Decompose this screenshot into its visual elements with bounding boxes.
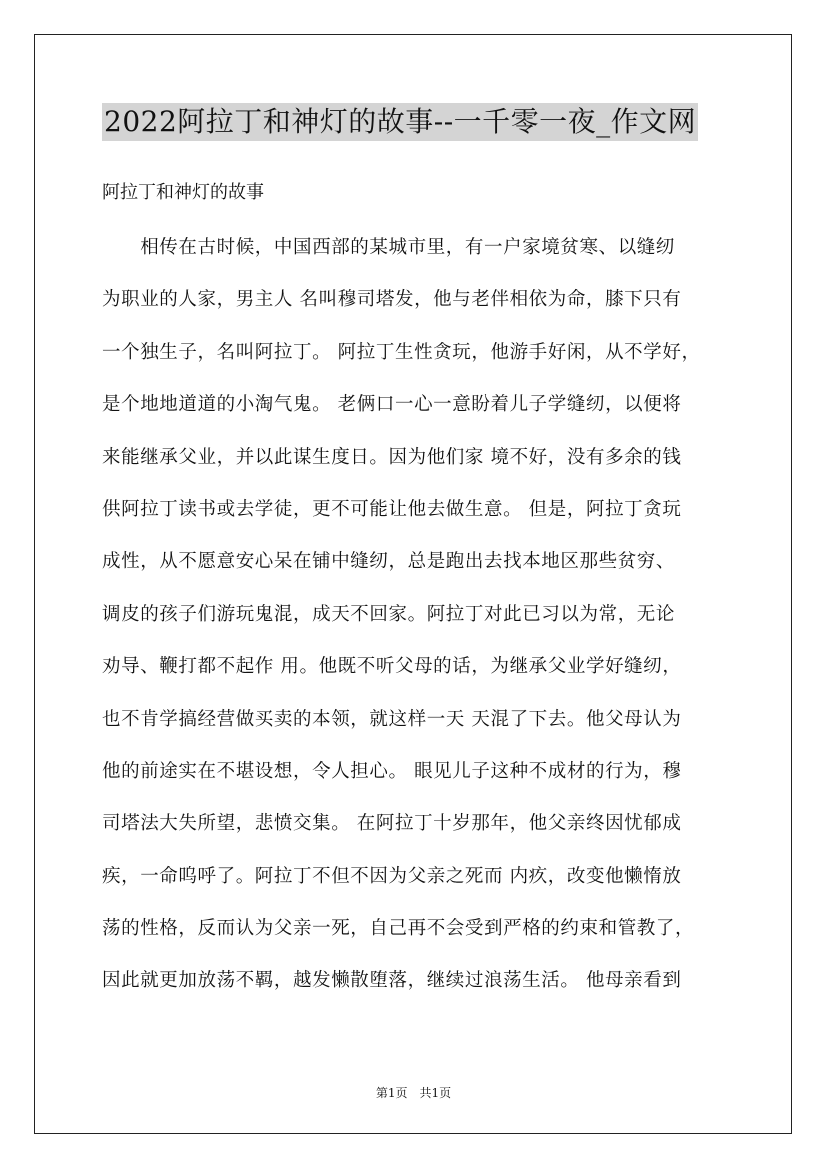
body-line: 劝导、鞭打都不起作 用。他既不听父母的话，为继承父业学好缝纫，: [102, 656, 682, 678]
document-title: 2022阿拉丁和神灯的故事--一千零一夜_作文网: [102, 103, 698, 141]
body-line: 一个独生子，名叫阿拉丁。 阿拉丁生性贪玩，他游手好闲，从不学好，: [102, 341, 701, 363]
page-footer: 第1页 共1页: [375, 1086, 452, 1100]
body-line: 他的前途实在不堪设想，令人担心。 眼见儿子这种不成材的行为，穆: [102, 760, 682, 782]
body-line: 是个地地道道的小淘气鬼。 老俩口一心一意盼着儿子学缝纫，以便将: [102, 394, 682, 416]
body-line: 也不肯学搞经营做买卖的本领，就这样一天 天混了下去。他父母认为: [102, 708, 682, 730]
body-line: 供阿拉丁读书或去学徒，更不可能让他去做生意。 但是，阿拉丁贪玩: [102, 498, 682, 520]
body-line: 成性，从不愿意安心呆在铺中缝纫，总是跑出去找本地区那些贫穷、: [102, 551, 676, 573]
body-line: 荡的性格，反而认为父亲一死，自己再不会受到严格的约束和管教了，: [102, 918, 695, 940]
body-line: 司塔法大失所望，悲愤交集。 在阿拉丁十岁那年，他父亲终因忧郁成: [102, 813, 682, 835]
body-line: 疾，一命呜呼了。阿拉丁不但不因为父亲之死而 内疚，改变他懒惰放: [102, 865, 682, 887]
body-line: 来能继承父业，并以此谋生度日。因为他们家 境不好，没有多余的钱: [102, 446, 682, 468]
body-line: 调皮的孩子们游玩鬼混，成天不回家。阿拉丁对此已习以为常，无论: [102, 603, 676, 625]
body-line: 为职业的人家，男主人 名叫穆司塔发，他与老伴相依为命，膝下只有: [102, 289, 682, 311]
document-subtitle: 阿拉丁和神灯的故事: [102, 182, 264, 203]
body-text: [102, 234, 742, 1020]
body-line: 相传在古时候，中国西部的某城市里，有一户家境贫寒、以缝纫: [102, 237, 676, 258]
body-line: 因此就更加放荡不羁，越发懒散堕落，继续过浪荡生活。 他母亲看到: [102, 970, 682, 992]
